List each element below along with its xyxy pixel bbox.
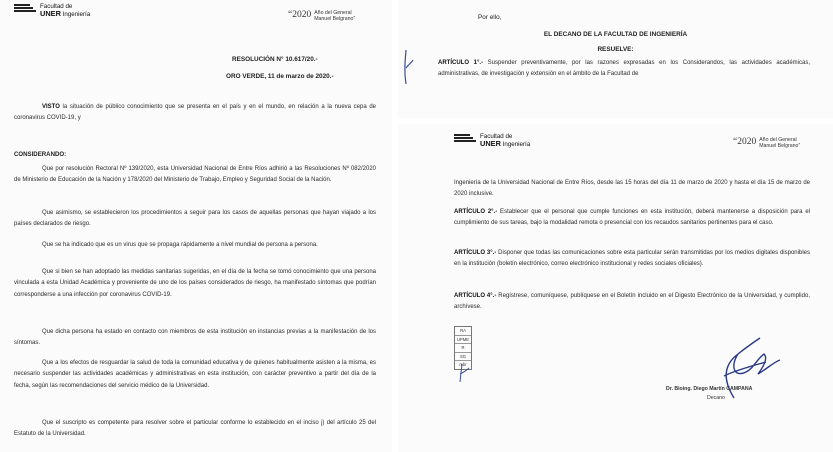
- article-3: [454, 248, 810, 271]
- considerando-paragraph-2: Que asimismo, se establecieron los procedimientos a seguir para los casos de aquellas personas que hayan viajado a los países declarados de riesgo.: [14, 210, 376, 228]
- considerando-heading: CONSIDERANDO:: [14, 151, 67, 158]
- seal-year: “2020: [288, 10, 312, 20]
- considerando-paragraph-5: Que dicha persona ha estado en contacto con miembros de esta institución en instancias previas a la manifestación de los síntomas.: [14, 329, 376, 347]
- stamp-row: SG: [455, 353, 471, 362]
- article-1-label: ARTÍCULO 1°.-: [438, 60, 484, 66]
- seal-line-1: Año del General: [314, 10, 352, 16]
- logo-line-2: Ingeniería: [62, 10, 91, 18]
- place-date: ORO VERDE, 11 de marzo de 2020.-: [226, 73, 334, 80]
- margin-initial-mark: [400, 48, 416, 88]
- article-4-text: Regístrese, comuníquese, publíquese en el Boletín incluido en el Digesto Electrónico de la Universidad, y cumplido, archívese.: [454, 293, 810, 311]
- por-ello: Por ello,: [478, 14, 502, 21]
- resolution-page-2-top: [398, 0, 833, 118]
- signatory-title: Decano: [707, 395, 725, 401]
- decano-heading: EL DECANO DE LA FACULTAD DE INGENIERÍA: [543, 31, 688, 38]
- article-1-continuation: Ingeniería de la Universidad Nacional de Entre Ríos, desde las 15 horas del día 11 de marzo de 2020 y hasta el día 15 de marzo de 2020 inclusive.: [454, 180, 810, 198]
- considerando-paragraph-3: Que se ha indicado que es un virus que se propaga rápidamente a nivel mundial de persona a persona.: [42, 242, 318, 248]
- article-2-text: Establecer que el personal que cumple funciones en esta institución, deberá mantenerse a disposición para el cumplimiento de sus tareas, bajo la modalidad remota o presencial con los recaudos sanitarios pertinentes para el caso.: [454, 209, 810, 227]
- stamp-row: RA: [455, 327, 471, 336]
- logo-2-line-2: Ingeniería: [502, 140, 531, 148]
- faculty-logo-2: [454, 134, 530, 149]
- year-seal-2: [733, 137, 800, 149]
- signatory-name: Dr. Bioing. Diego Martín CAMPANA: [666, 386, 753, 392]
- visto-label: VISTO: [42, 104, 60, 110]
- visto-text: la situación de público conocimiento que se presenta en el país y en el mundo, en relación a la nueva cepa de coronavirus COVID-19, y: [14, 104, 376, 122]
- article-2: [454, 207, 810, 230]
- stamp-row: UPME: [455, 336, 471, 345]
- uner-logo-icon: [14, 4, 36, 18]
- resuelve-heading: RESUELVE:: [597, 46, 634, 53]
- faculty-logo: [14, 4, 90, 19]
- seal-2-line-2: Manuel Belgrano”: [759, 143, 801, 149]
- resolution-number: RESOLUCIÓN N° 10.617/20.-: [232, 56, 318, 63]
- stamp-row: R: [455, 344, 471, 353]
- logo-2-line-1: Facultad de: [480, 133, 513, 140]
- considerando-paragraph-4: Que si bien se han adoptado las medidas sanitarias sugeridas, en el día de la fecha se tomó conocimiento que una persona vinculada a esta Unidad Académica y proveniente de uno de los países considerados de riesgo, ha manifestado síntomas que podrían corresponderse a una infección por coronavirus COVID-19.: [14, 269, 376, 298]
- considerando-paragraph-1: Que por resolución Rectoral Nº 139/2020, esta Universidad Nacional de Entre Ríos adhirió a las Resoluciones Nº 082/2020 de Ministerio de Educación de la Nación y 178/2020 del Ministerio de Trabajo, Empleo y Seguridad Social de la Nación.: [14, 166, 376, 184]
- stamp-row: mbr: [459, 362, 467, 368]
- resolution-page-2-bottom: [398, 124, 833, 452]
- article-3-label: ARTÍCULO 3°.-: [454, 250, 497, 256]
- article-1: [438, 58, 810, 81]
- visto-paragraph: [14, 102, 376, 125]
- resolution-page-1: [0, 0, 393, 452]
- logo-2-uner: UNER: [480, 138, 501, 148]
- article-3-text: Disponer que todas las comunicaciones sobre esta particular serán transmitidas por los medios digitales disponibles en la institución (boletín electrónico, correo electrónico institucional y redes sociales oficiales).: [454, 250, 810, 268]
- seal-line-2: Manuel Belgrano”: [314, 16, 356, 22]
- uner-logo-icon-2: [454, 134, 476, 148]
- seal-2-line-1: Año del General: [759, 137, 797, 143]
- article-2-label: ARTÍCULO 2°.-: [454, 209, 498, 215]
- seal-2-year: “2020: [733, 137, 757, 147]
- considerando-paragraph-6: Que a los efectos de resguardar la salud de toda la comunidad educativa y de quienes habitualmente asisten a la misma, es necesario suspender las actividades académicas y administrativas en esta institución, con carácter preventivo a partir del día de la fecha, según las recomendaciones del servicio médico de la Universidad.: [14, 360, 376, 389]
- year-seal: [288, 10, 355, 22]
- logo-line-1: Facultad de: [40, 3, 73, 10]
- article-4-label: ARTÍCULO 4°.-: [454, 293, 497, 299]
- considerando-paragraph-7: Que el suscripto es competente para resolver sobre el particular conforme lo establecido en el inciso j) del artículo 25 del Estatuto de la Universidad.: [14, 420, 376, 438]
- article-1-text: Suspender preventivamente, por las razones expresadas en los Considerandos, las actividades académicas, administrativas, de investigación y extensión en el ámbito de la Facultad de: [438, 60, 810, 78]
- article-4: [454, 291, 810, 314]
- logo-uner: UNER: [40, 8, 61, 18]
- initials-mark: [454, 362, 474, 386]
